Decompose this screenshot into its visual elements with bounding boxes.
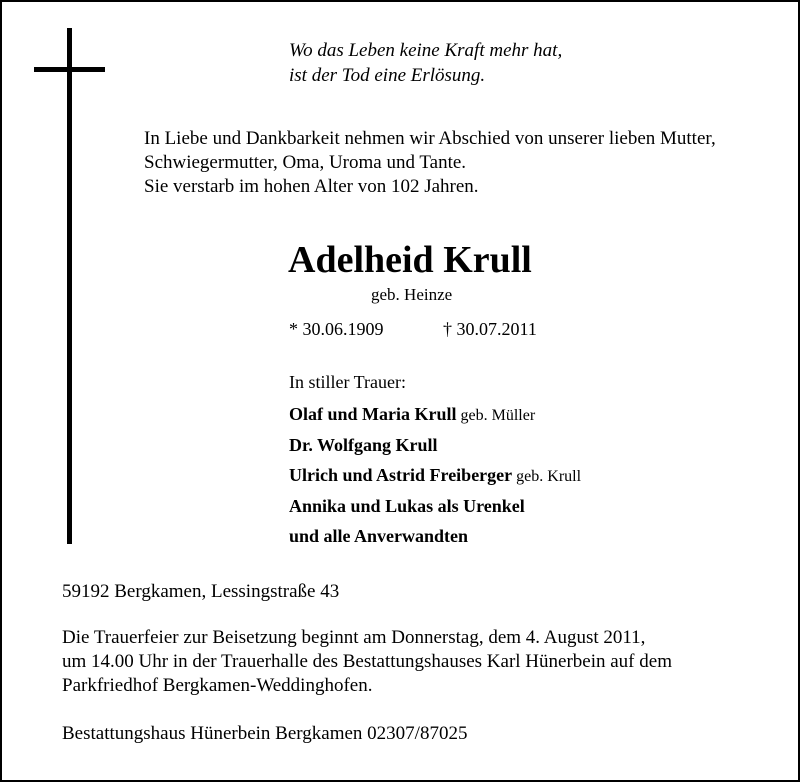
funeral-home-contact: Bestattungshaus Hünerbein Bergkamen 02307/87025 bbox=[62, 723, 468, 744]
family-address: 59192 Bergkamen, Lessingstraße 43 bbox=[62, 581, 340, 602]
cross-vertical-bar bbox=[67, 28, 72, 544]
intro-line: Schwiegermutter, Oma, Uroma und Tante. bbox=[144, 152, 467, 173]
mourner-suffix: geb. Krull bbox=[512, 468, 582, 485]
funeral-service-info bbox=[62, 626, 792, 698]
mourner-name: Dr. Wolfgang Krull bbox=[289, 434, 438, 455]
service-line: um 14.00 Uhr in der Trauerhalle des Bestattungshauses Karl Hünerbein auf dem bbox=[62, 651, 672, 672]
mourner-name: Olaf und Maria Krull bbox=[289, 404, 457, 424]
motto-line: ist der Tod eine Erlösung. bbox=[289, 65, 486, 86]
mourner-entry bbox=[289, 431, 581, 462]
mourner-name: Annika und Lukas als Urenkel bbox=[289, 495, 525, 516]
mourner-entry bbox=[289, 492, 581, 523]
mourners-list bbox=[289, 400, 581, 553]
deceased-name: Adelheid Krull bbox=[288, 239, 532, 281]
service-line: Die Trauerfeier zur Beisetzung beginnt am Donnerstag, dem 4. August 2011, bbox=[62, 627, 646, 648]
mourner-name: Ulrich und Astrid Freiberger bbox=[289, 465, 513, 485]
intro-paragraph bbox=[144, 127, 794, 199]
motto-line: Wo das Leben keine Kraft mehr hat, bbox=[289, 40, 563, 61]
death-date: † 30.07.2011 bbox=[443, 319, 537, 339]
mourner-entry bbox=[289, 522, 581, 553]
cross-horizontal-bar bbox=[34, 67, 105, 72]
mourner-name: und alle Anverwandten bbox=[289, 526, 469, 546]
deceased-maiden-name: geb. Heinze bbox=[371, 285, 453, 304]
mourner-entry bbox=[289, 400, 581, 431]
birth-date: * 30.06.1909 bbox=[289, 319, 384, 339]
mourner-entry bbox=[289, 461, 581, 492]
intro-line: Sie verstarb im hohen Alter von 102 Jahren. bbox=[144, 176, 479, 197]
mourners-label: In stiller Trauer: bbox=[289, 372, 406, 392]
intro-line: In Liebe und Dankbarkeit nehmen wir Abschied von unserer lieben Mutter, bbox=[144, 128, 716, 149]
motto-quote bbox=[289, 38, 562, 88]
service-line: Parkfriedhof Bergkamen-Weddinghofen. bbox=[62, 675, 373, 696]
mourner-suffix: geb. Müller bbox=[456, 407, 536, 424]
